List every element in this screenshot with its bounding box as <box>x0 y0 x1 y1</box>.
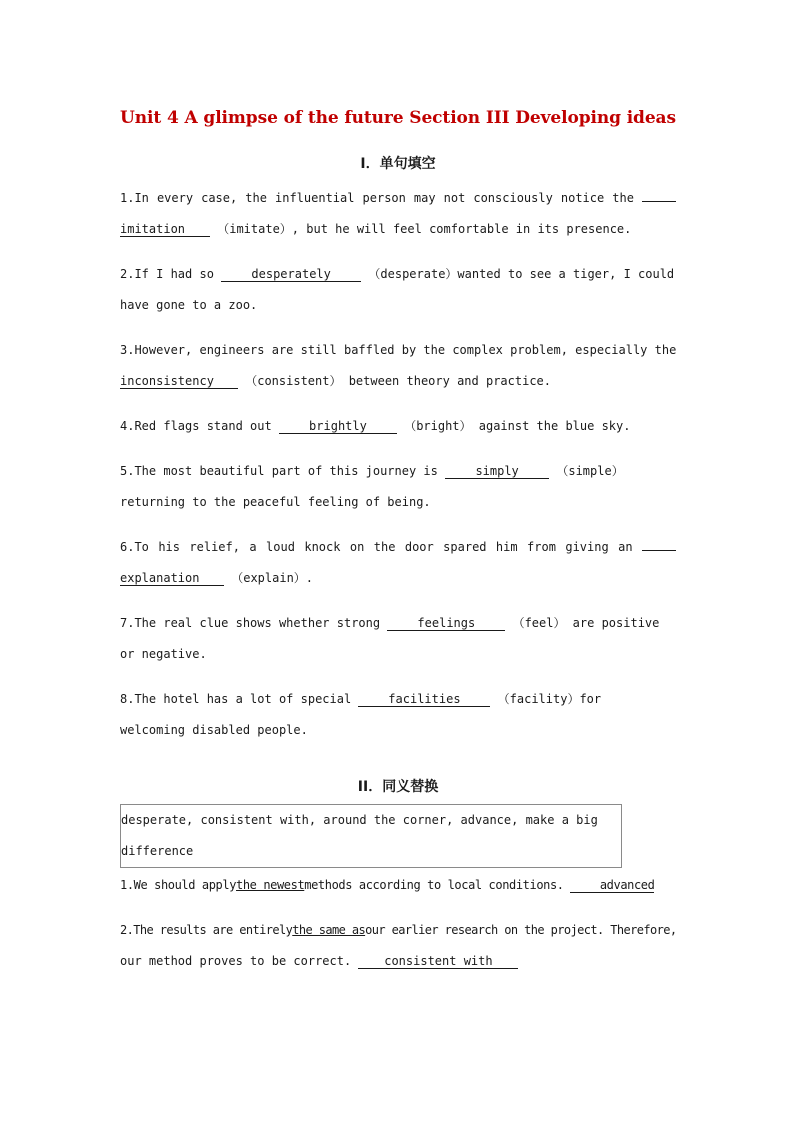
answer-3: inconsistency <box>120 374 238 389</box>
word-bank-box <box>120 804 622 868</box>
word-bank-line-1: desperate, consistent with, around the corner, advance, make a big <box>121 813 598 827</box>
underlined-phrase-2: the same as <box>292 923 366 937</box>
synonym-list <box>120 870 676 977</box>
section-2-heading: II．同义替换 <box>357 779 439 795</box>
synonym-item-1: 1.We should applythe newestmethods according to local conditions. advanced <box>120 878 655 892</box>
fill-item-6: 6.To his relief, a loud knock on the door spared him from giving an explanation （explain）. <box>120 532 676 594</box>
word-bank-line-2: difference <box>121 844 194 858</box>
fill-item-2: 2.If I had so desperately （desperate）wanted to see a tiger, I could have gone to a zoo. <box>120 267 675 312</box>
answer-2: desperately <box>221 267 361 282</box>
underlined-phrase-1: the newest <box>236 878 305 892</box>
fill-item-5: 5.The most beautiful part of this journey is simply （simple） returning to the peaceful feeling of being. <box>120 464 624 509</box>
answer-4: brightly <box>279 419 397 434</box>
fill-item-8: 8.The hotel has a lot of special facilities （facility）for welcoming disabled people. <box>120 692 602 737</box>
synonym-answer-2: consistent with <box>358 954 518 969</box>
answer-1: imitation <box>120 222 210 237</box>
fill-item-7: 7.The real clue shows whether strong feelings （feel） are positive or negative. <box>120 616 660 661</box>
synonym-answer-1: advanced <box>570 878 654 893</box>
answer-6: explanation <box>120 571 224 586</box>
answer-5: simply <box>445 464 549 479</box>
fill-item-4: 4.Red flags stand out brightly （bright） against the blue sky. <box>120 419 631 433</box>
worksheet-content <box>120 103 676 977</box>
fill-item-3: 3.However, engineers are still baffled by the complex problem, especially the inconsistency （consistent） between theory and practice. <box>120 343 677 388</box>
section-1-heading: I．单句填空 <box>360 156 436 172</box>
answer-7: feelings <box>387 616 505 631</box>
fill-item-1: 1.In every case, the influential person may not consciously notice the imitation （imitate）, but he will feel comfortable in its presence. <box>120 183 676 245</box>
page-title: Unit 4 A glimpse of the future Section III Developing ideas <box>120 108 676 128</box>
answer-8: facilities <box>358 692 490 707</box>
synonym-item-2: 2.The results are entirelythe same asour earlier research on the project. Therefore, our method proves to be correct. consistent with <box>120 923 677 968</box>
